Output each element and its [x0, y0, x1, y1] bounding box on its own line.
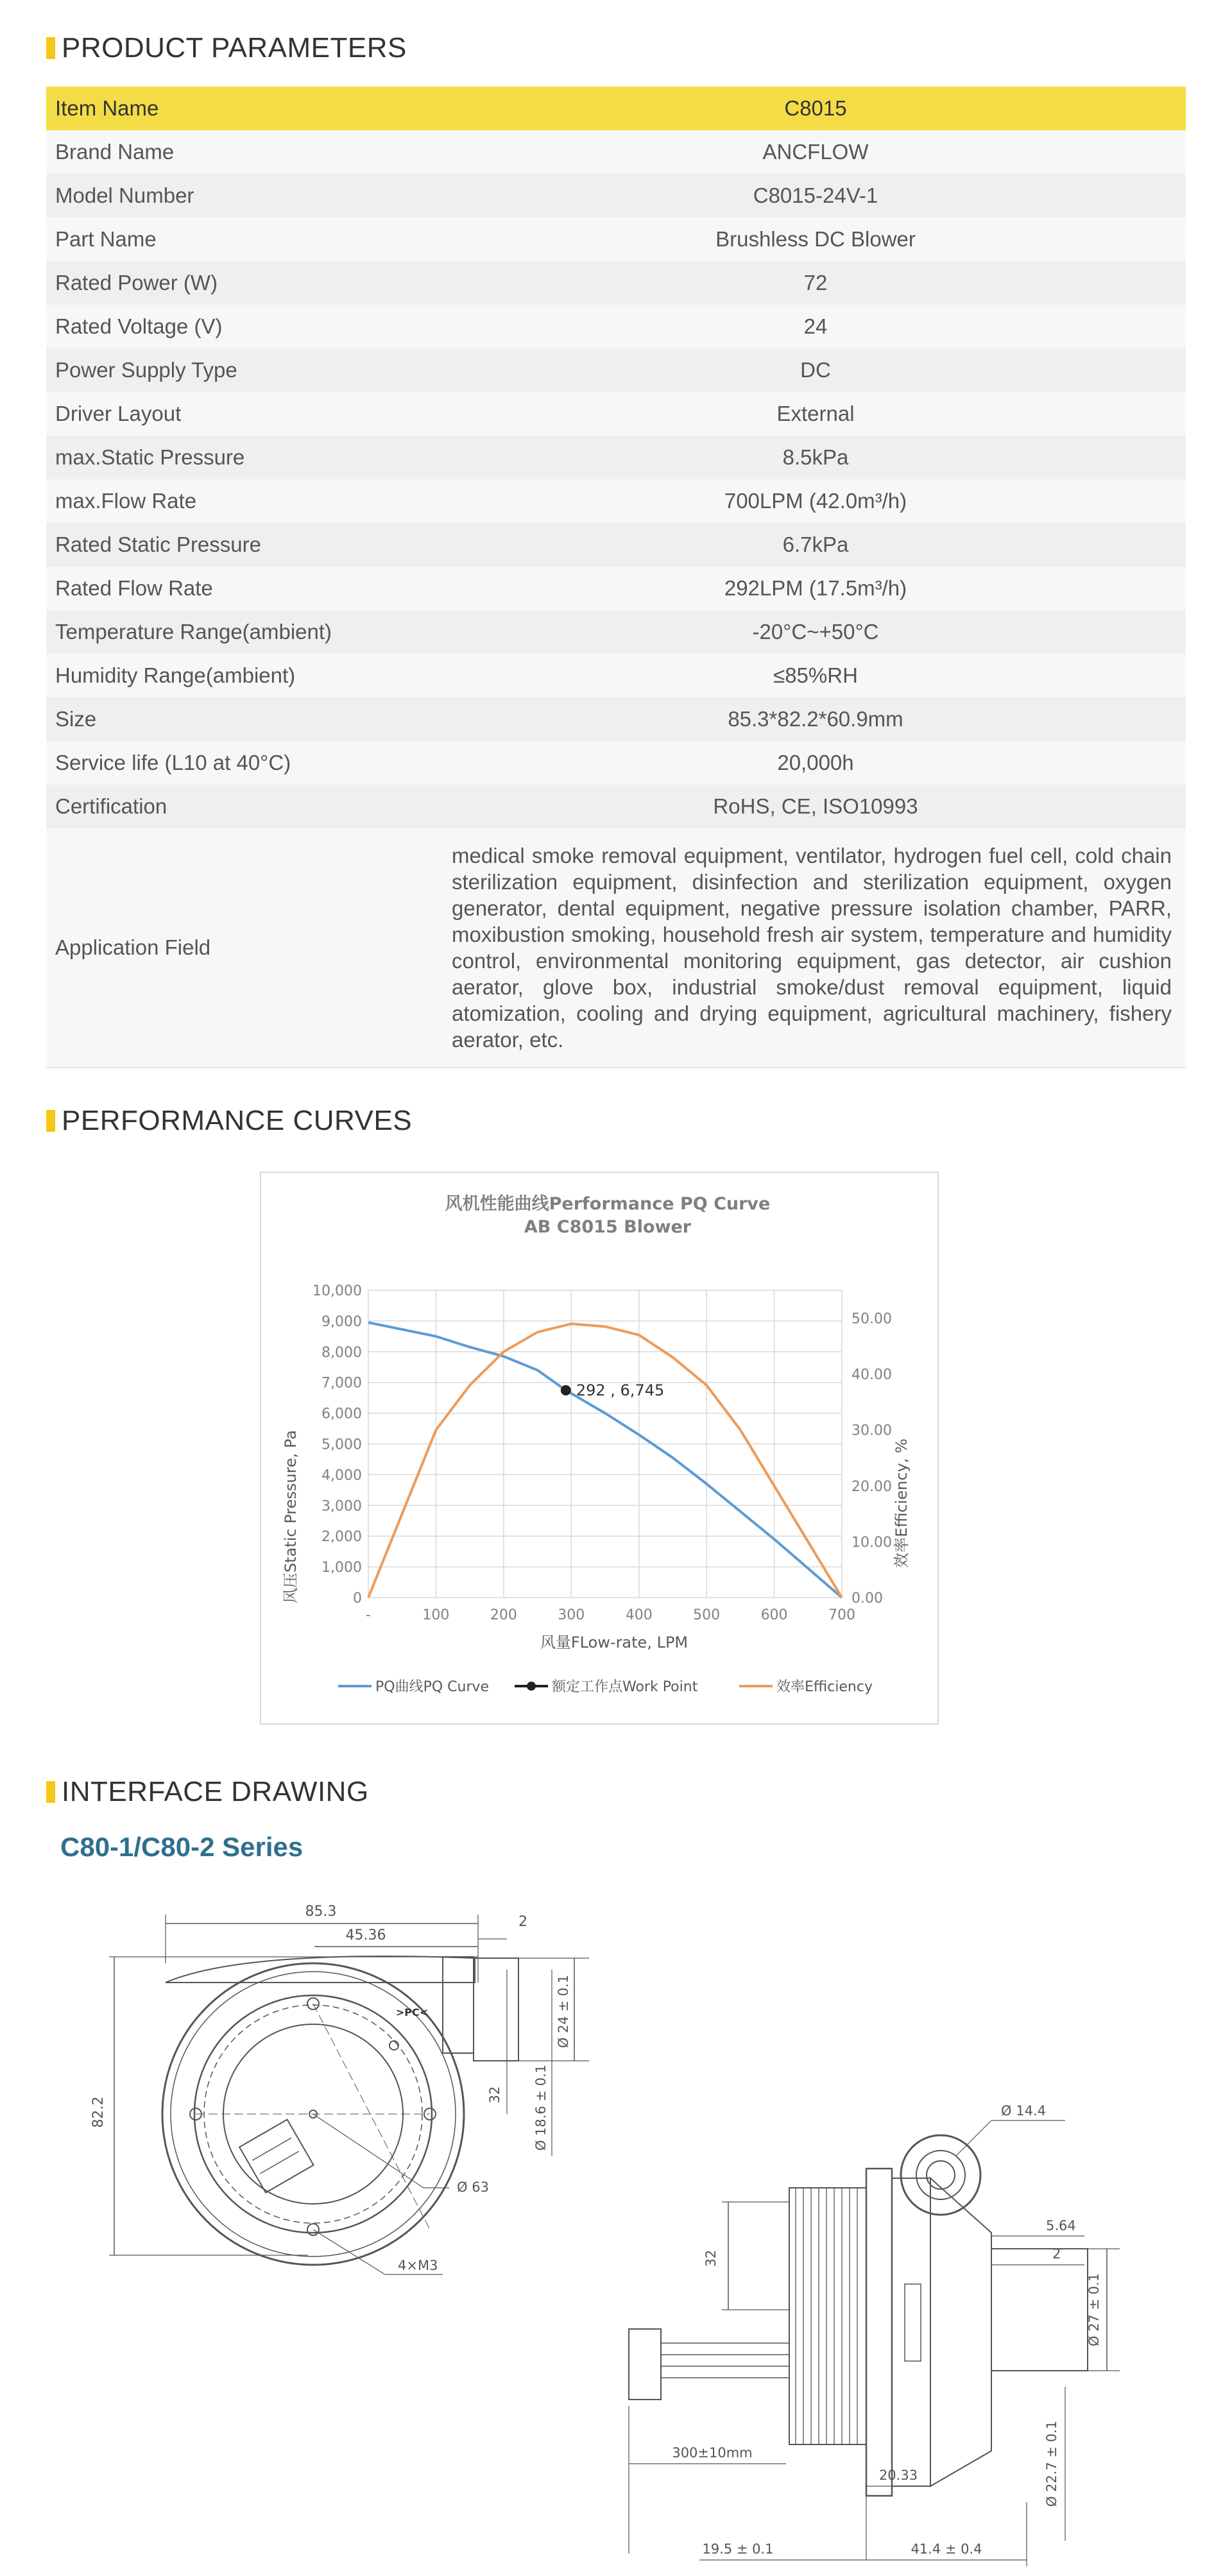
- dim-width: 85.3: [305, 1904, 337, 1920]
- y-tick-label: 4,000: [321, 1467, 362, 1484]
- dim-d4: 19.5 ± 0.1: [702, 2541, 774, 2557]
- param-label: Rated Flow Rate: [46, 567, 445, 610]
- chart-ticks: [312, 1283, 892, 1623]
- parameters-table: [46, 87, 1186, 1068]
- dim-top-dia: Ø 14.4: [1001, 2103, 1046, 2119]
- x-axis-label: 风量FLow-rate, LPM: [540, 1633, 689, 1651]
- param-label: Humidity Range(ambient): [46, 654, 445, 697]
- drawing-section-title: INTERFACE DRAWING: [62, 1776, 369, 1807]
- dim-height-side: 32: [703, 2249, 719, 2267]
- y-tick-label: 5,000: [321, 1437, 362, 1453]
- params-section-title: PRODUCT PARAMETERS: [62, 32, 407, 64]
- table-row: [46, 174, 1186, 218]
- legend-entry: 效率Efficiency: [776, 1679, 873, 1695]
- dim-d2: 2: [1052, 2246, 1061, 2262]
- dim-offset: 45.36: [345, 1927, 386, 1943]
- table-row: [46, 218, 1186, 261]
- param-label: max.Flow Rate: [46, 479, 445, 523]
- chart-legend: [338, 1679, 873, 1695]
- table-row: [46, 130, 1186, 174]
- param-label: Item Name: [46, 87, 445, 130]
- x-tick-label: 700: [828, 1607, 855, 1623]
- front-view-drawing: [90, 1904, 589, 2274]
- table-row: [46, 610, 1186, 654]
- dim-outlet-dia: Ø 24 ± 0.1: [556, 1974, 571, 2049]
- param-value: -20°C~+50°C: [445, 610, 1186, 654]
- param-label: Model Number: [46, 174, 445, 218]
- application-row: [46, 828, 1186, 1068]
- param-label: Power Supply Type: [46, 348, 445, 392]
- dim-circle-dia: Ø 63: [457, 2179, 489, 2195]
- curves-section-heading: [46, 1106, 412, 1136]
- param-label: max.Static Pressure: [46, 436, 445, 479]
- dim-inner-dia: Ø 18.6 ± 0.1: [533, 2064, 549, 2151]
- y2-tick-label: 0.00: [851, 1591, 883, 1607]
- table-row: [46, 392, 1186, 436]
- x-tick-label: 600: [760, 1607, 788, 1623]
- y2-tick-label: 10.00: [851, 1534, 892, 1551]
- legend-entry: PQ曲线PQ Curve: [375, 1679, 490, 1695]
- side-view-drawing: [629, 2103, 1120, 2566]
- legend-entry: 额定工作点Work Point: [552, 1679, 698, 1695]
- param-label: Rated Power (W): [46, 261, 445, 305]
- param-value: C8015-24V-1: [445, 174, 1186, 218]
- param-label: Part Name: [46, 218, 445, 261]
- x-tick-label: 100: [422, 1607, 450, 1623]
- dim-cable: 300±10mm: [672, 2445, 753, 2461]
- efficiency-curve-line: [368, 1324, 842, 1598]
- x-tick-label: 400: [625, 1607, 653, 1623]
- param-label: Rated Voltage (V): [46, 305, 445, 348]
- table-row: [46, 348, 1186, 392]
- param-label: Size: [46, 697, 445, 741]
- param-value: 72: [445, 261, 1186, 305]
- y2-tick-label: 50.00: [851, 1311, 892, 1327]
- param-value: 700LPM (42.0m³/h): [445, 479, 1186, 523]
- table-row: [46, 654, 1186, 697]
- table-row: [46, 697, 1186, 741]
- table-row: [46, 785, 1186, 828]
- param-label: Rated Static Pressure: [46, 523, 445, 567]
- y2-tick-label: 20.00: [851, 1478, 892, 1495]
- param-value: 85.3*82.2*60.9mm: [445, 697, 1186, 741]
- heading-accent-bar: [46, 1781, 55, 1803]
- interface-drawing: [0, 1886, 1232, 2576]
- heading-accent-bar: [46, 37, 55, 59]
- param-value: 24: [445, 305, 1186, 348]
- dim-screws: 4×M3: [398, 2258, 438, 2273]
- param-label: Certification: [46, 785, 445, 828]
- table-row: [46, 479, 1186, 523]
- performance-chart: [261, 1173, 937, 1723]
- x-tick-label: 500: [693, 1607, 721, 1623]
- chart-subtitle: AB C8015 Blower: [524, 1217, 692, 1237]
- param-value: 20,000h: [445, 741, 1186, 785]
- y2-axis-label: 效率Efficiency, %: [893, 1438, 911, 1568]
- work-point-marker: [561, 1385, 571, 1395]
- params-section-heading: [46, 33, 407, 63]
- y-axis-label: 风压Static Pressure, Pa: [282, 1429, 300, 1604]
- param-value: DC: [445, 348, 1186, 392]
- y-tick-label: 10,000: [312, 1283, 362, 1299]
- param-value: 6.7kPa: [445, 523, 1186, 567]
- x-tick-label: 200: [490, 1607, 517, 1623]
- chart-title: 风机性能曲线Performance PQ Curve: [445, 1194, 771, 1214]
- dim-bottom-dia: Ø 22.7 ± 0.1: [1044, 2420, 1059, 2507]
- y-tick-label: 2,000: [321, 1529, 362, 1546]
- y-tick-label: 3,000: [321, 1498, 362, 1515]
- param-value: RoHS, CE, ISO10993: [445, 785, 1186, 828]
- table-row: [46, 436, 1186, 479]
- y-tick-label: 8,000: [321, 1344, 362, 1361]
- legend-marker: [527, 1682, 536, 1691]
- x-tick-label: 300: [558, 1607, 585, 1623]
- x-tick-label: -: [366, 1607, 371, 1623]
- param-value: External: [445, 392, 1186, 436]
- param-label: Service life (L10 at 40°C): [46, 741, 445, 785]
- param-label: Brand Name: [46, 130, 445, 174]
- y-tick-label: 1,000: [321, 1560, 362, 1576]
- front-mark: >PC<: [395, 2006, 429, 2018]
- dim-gap: 2: [518, 1914, 527, 1930]
- table-row: [46, 523, 1186, 567]
- dim-d1: 5.64: [1046, 2218, 1076, 2233]
- param-value: Brushless DC Blower: [445, 218, 1186, 261]
- param-value: C8015: [445, 87, 1186, 130]
- y-tick-label: 7,000: [321, 1375, 362, 1392]
- param-label: Application Field: [46, 828, 445, 1068]
- param-value: 8.5kPa: [445, 436, 1186, 479]
- application-field-text: medical smoke removal equipment, ventilator, hydrogen fuel cell, cold chain sterilization equipment, disinfection and sterilization equipment, oxygen generator, dental equipment, negative pressure isolation chamber, PARR, moxibustion smoking, household fresh air system, temperature and humidity control, environmental monitoring equipment, gas detector, air cushion aerator, glove box, industrial smoke/dust removal equipment, liquid atomization, cooling and drying equipment, agricultural machinery, fishery aerator, etc.: [445, 828, 1186, 1068]
- y-tick-label: 9,000: [321, 1313, 362, 1330]
- y2-tick-label: 30.00: [851, 1422, 892, 1439]
- param-value: ≤85%RH: [445, 654, 1186, 697]
- table-row: [46, 261, 1186, 305]
- table-row: [46, 305, 1186, 348]
- drawing-section-heading: [46, 1777, 369, 1807]
- heading-accent-bar: [46, 1110, 55, 1132]
- param-value: 292LPM (17.5m³/h): [445, 567, 1186, 610]
- dim-d3: 20.33: [878, 2468, 918, 2483]
- work-point-data-label: 292 , 6,745: [576, 1381, 665, 1399]
- param-value: ANCFLOW: [445, 130, 1186, 174]
- curves-section-title: PERFORMANCE CURVES: [62, 1105, 413, 1136]
- dim-height: 82.2: [90, 2096, 107, 2128]
- dim-outlet-dia-side: Ø 27 ± 0.1: [1086, 2273, 1102, 2347]
- series-title: C80-1/C80-2 Series: [60, 1832, 304, 1862]
- y-tick-label: 0: [353, 1591, 362, 1607]
- performance-chart-frame: [260, 1172, 939, 1725]
- table-header-row: [46, 87, 1186, 130]
- param-label: Temperature Range(ambient): [46, 610, 445, 654]
- param-label: Driver Layout: [46, 392, 445, 436]
- y-tick-label: 6,000: [321, 1406, 362, 1422]
- dim-center: 32: [487, 2086, 502, 2104]
- table-row: [46, 741, 1186, 785]
- y2-tick-label: 40.00: [851, 1367, 892, 1383]
- dim-d5: 41.4 ± 0.4: [911, 2541, 982, 2557]
- pq-curve-line: [368, 1322, 842, 1598]
- table-row: [46, 567, 1186, 610]
- chart-series: [368, 1322, 842, 1598]
